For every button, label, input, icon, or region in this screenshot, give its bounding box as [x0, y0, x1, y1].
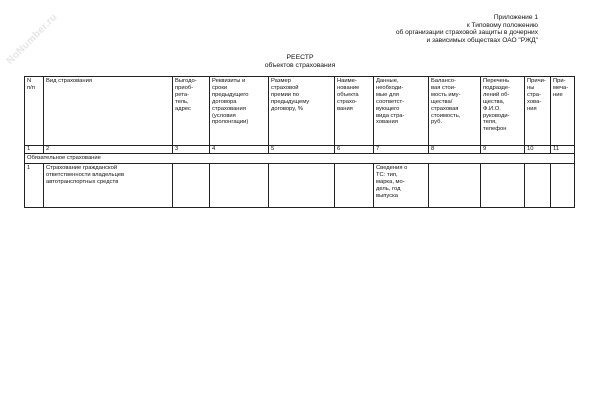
column-number: 4 — [210, 146, 269, 154]
title-main: РЕЕСТР — [286, 54, 314, 61]
row-beneficiary — [173, 163, 210, 207]
title-sub: объектов страхования — [264, 62, 336, 69]
appendix-line: Приложение 1 — [493, 14, 538, 21]
column-number: 7 — [374, 146, 429, 154]
column-number: 8 — [429, 146, 481, 154]
header-cell-prev-contract: Реквизиты и сроки предыдущего договора страхования (условия пролонгации) — [210, 77, 269, 146]
header-cell-note: При- меча- ние — [551, 77, 575, 146]
document-title — [0, 54, 600, 70]
column-number: 10 — [525, 146, 551, 154]
appendix-line: к Типовому положению — [466, 21, 538, 29]
row-required-data: Сведения о ТС: тип, марка, мо- дель, год выпуска — [374, 163, 429, 207]
header-cell-divisions: Перечень подразде- лений об- щества, Ф.И.О. руководи- теля, телефон — [481, 77, 525, 146]
section-row — [25, 154, 575, 164]
row-divisions — [481, 163, 525, 207]
row-object-name — [335, 163, 374, 207]
appendix-line: об организации страховой защиты в дочерних — [395, 29, 538, 37]
row-prev-contract — [210, 163, 269, 207]
appendix-note — [278, 14, 538, 44]
header-cell-beneficiary: Выгодо- приоб- рета- тель, адрес — [173, 77, 210, 146]
header-row — [25, 77, 575, 146]
row-note — [551, 163, 575, 207]
section-label: Обязательное страхование — [25, 154, 575, 164]
column-number: 5 — [269, 146, 335, 154]
column-number: 11 — [551, 146, 575, 154]
header-cell-reasons: Причи- ны стра- хова- ния — [525, 77, 551, 146]
appendix-line: и зависимых обществах ОАО "РЖД" — [426, 36, 538, 44]
header-cell-book-value: Балансо- вая стои- мость иму- щества/ страховая стоимость, руб. — [429, 77, 481, 146]
header-cell-object-name: Наиме- нование объекта страхо- вания — [335, 77, 374, 146]
row-premium — [269, 163, 335, 207]
row-book-value — [429, 163, 481, 207]
header-cell-required-data: Данные, необходи- мые для соответст- вующего вида стра- хования — [374, 77, 429, 146]
column-number-row — [25, 146, 575, 154]
header-cell-num: N п/п — [25, 77, 44, 146]
column-number: 2 — [44, 146, 173, 154]
header-cell-premium: Размер страховой премии по предыдущему договору, % — [269, 77, 335, 146]
registry-table — [24, 76, 575, 208]
row-type: Страхование гражданской ответственности владельцев автотранспортных средств — [44, 163, 173, 207]
column-number: 9 — [481, 146, 525, 154]
table-row — [25, 163, 575, 207]
row-num: 1 — [25, 163, 44, 207]
column-number: 1 — [25, 146, 44, 154]
column-number: 6 — [335, 146, 374, 154]
column-number: 3 — [173, 146, 210, 154]
row-reasons — [525, 163, 551, 207]
watermark: NoNumber.ru — [4, 11, 60, 67]
header-cell-type: Вид страхования — [44, 77, 173, 146]
